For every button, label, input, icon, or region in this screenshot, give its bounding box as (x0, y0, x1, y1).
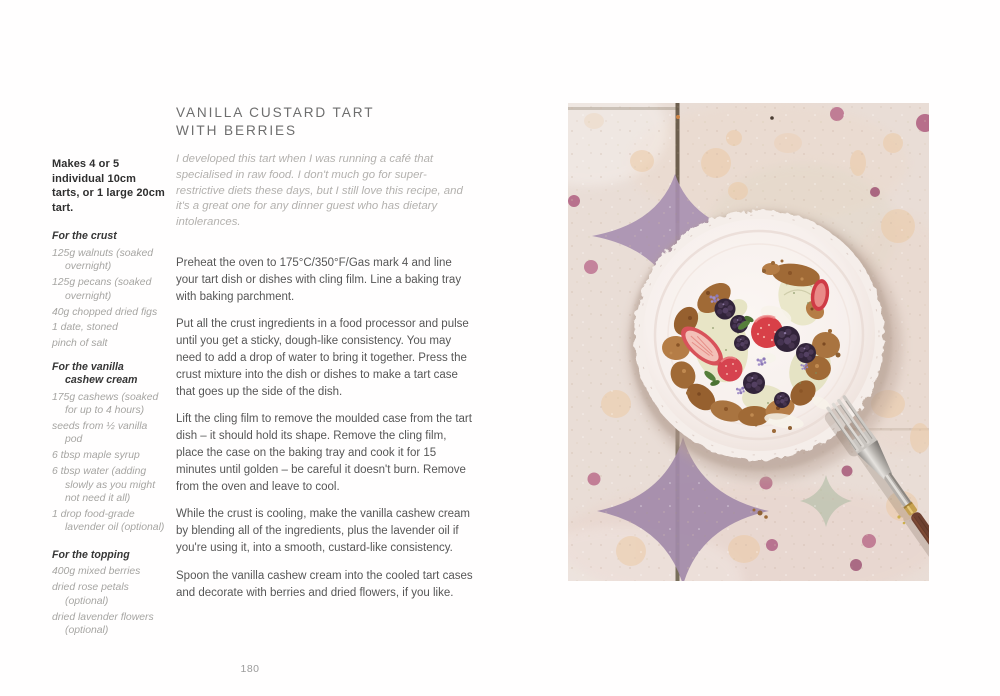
page-number: 180 (240, 663, 260, 675)
method-step: Spoon the vanilla cashew cream into the cooled tart cases and decorate with berries and dried flowers, if you like. (176, 569, 473, 599)
ingredient-item: dried lavender flowers (optional) (52, 611, 154, 636)
ingredient-item: 6 tbsp water (adding slowly as you might not need it all) (52, 466, 156, 505)
yield-note: Makes 4 or 5 individual 10cm tarts, or 1 large 20cm tart. (52, 158, 165, 214)
ingredient-section-crust (52, 230, 166, 350)
ingredient-heading: For the crust (52, 230, 117, 243)
ingredients-sidebar (52, 157, 166, 640)
ingredient-item: seeds from ½ vanilla pod (52, 421, 148, 446)
ingredient-item: 400g mixed berries (52, 566, 141, 578)
ingredient-item: dried rose petals (optional) (52, 582, 129, 607)
method-step: Preheat the oven to 175°C/350°F/Gas mark 4 and line your tart dish or dishes with cling film. Line a baking tray with baking parchment. (176, 256, 462, 303)
ingredient-heading: For the vanilla cashew cream (52, 360, 138, 387)
ingredient-section-cashew-cream (52, 361, 166, 535)
ingredient-item: 175g cashews (soaked for up to 4 hours) (52, 391, 159, 417)
ingredient-item: pinch of salt (52, 338, 108, 350)
ingredient-item: 125g pecans (soaked overnight) (52, 277, 152, 302)
ingredient-heading: For the topping (52, 548, 130, 561)
ingredient-section-topping (52, 549, 166, 638)
recipe-title-line1: VANILLA CUSTARD TART (176, 105, 375, 120)
recipe-column (176, 104, 476, 612)
strawberry-small (718, 357, 743, 382)
method-step: Put all the crust ingredients in a food processor and pulse until you get a sticky, dough-like consistency. You may need to add a drop of water to bring it together. Press the crust mixture into the dish or dishes to make a tart case that goes up the side of the dish. (176, 318, 469, 398)
ingredient-item: 1 date, stoned (52, 322, 118, 334)
ingredient-item: 125g walnuts (soaked overnight) (52, 247, 154, 273)
ingredient-item: 6 tbsp maple syrup (52, 450, 140, 462)
method-step: Lift the cling film to remove the moulded case from the tart dish – it should hold its shape. Remove the cling film, place the case on the baking tray and cook it for 15 minutes until golden – be careful it doesn't burn. Remove from the oven and leave to cool. (176, 413, 472, 493)
recipe-photo (568, 103, 929, 581)
ingredient-item: 1 drop food-grade lavender oil (optional) (52, 508, 165, 534)
method-steps (176, 255, 476, 601)
method-step: While the crust is cooling, make the vanilla cashew cream by blending all of the ingredients, plus the lavender oil if you're using it, into a smooth, custard-like consistency. (176, 508, 471, 554)
ingredient-item: 40g chopped dried figs (52, 306, 158, 318)
recipe-title-line2: WITH BERRIES (176, 122, 297, 138)
recipe-intro: I developed this tart when I was running a café that specialised in raw food. I don't much go for super-restrictive diets these days, but I still love this recipe, and it's a great one for any dinner guest who has dietary intolerances. (176, 153, 463, 229)
recipe-title (176, 104, 476, 139)
